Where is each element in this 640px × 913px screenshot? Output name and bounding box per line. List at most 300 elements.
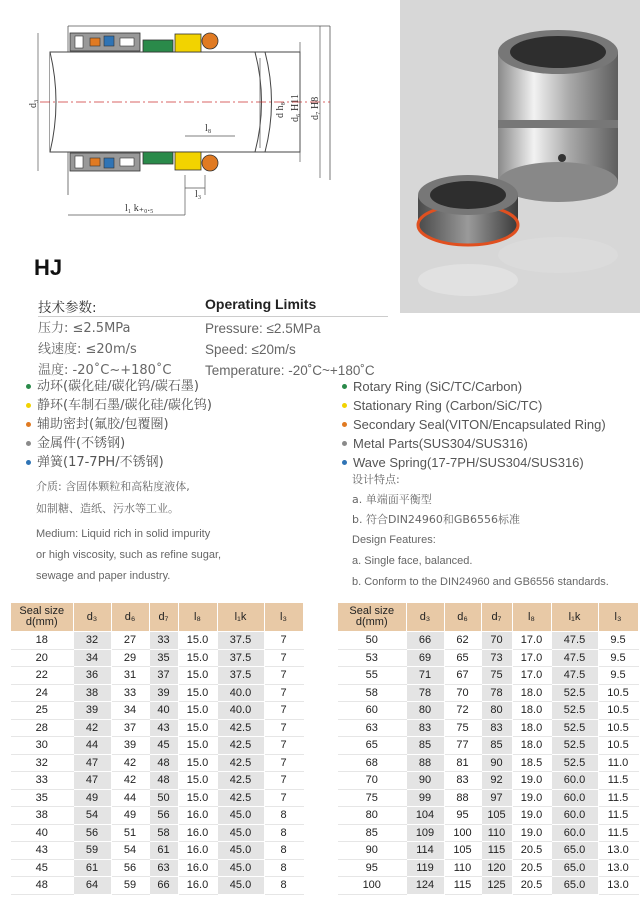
- table-row: [11, 772, 303, 790]
- table-cell: 54: [111, 842, 149, 860]
- table-cell: 120: [481, 859, 512, 877]
- label-dh8: d h₈: [275, 102, 286, 118]
- table-cell: 15.0: [178, 789, 217, 807]
- label-l3: l₃: [195, 189, 202, 200]
- column-header: l₁k: [551, 603, 598, 632]
- spec-pressure-cn: 压力: ≤2.5MPa: [38, 321, 131, 336]
- table-cell: 15.0: [178, 632, 217, 650]
- table-cell: 7: [264, 649, 303, 667]
- label-d6h11: d₆ H11: [290, 94, 301, 122]
- medium-cn: 介质: 含固体颗粒和高粘度液体, 如制糖、造纸、污水等工业。: [36, 480, 190, 515]
- table-row: [338, 842, 638, 860]
- table-row: [338, 649, 638, 667]
- table-row: [11, 684, 303, 702]
- table-cell: 15.0: [178, 772, 217, 790]
- table-cell: 34: [73, 649, 111, 667]
- table-cell: 105: [481, 807, 512, 825]
- table-row: [338, 632, 638, 650]
- spec-speed-en: Speed: ≤20m/s: [205, 342, 296, 357]
- table-row: [11, 632, 303, 650]
- table-row: [338, 667, 638, 685]
- column-header: d₆: [444, 603, 481, 632]
- table-cell: 15.0: [178, 702, 217, 720]
- spec-pressure-en: Pressure: ≤2.5MPa: [205, 321, 321, 336]
- table-cell: 59: [73, 842, 111, 860]
- table-cell: 16.0: [178, 859, 217, 877]
- table-row: [338, 737, 638, 755]
- table-cell: 50: [149, 789, 178, 807]
- table-cell: 75: [481, 667, 512, 685]
- table-cell: 16.0: [178, 807, 217, 825]
- material-item: Metal Parts(SUS304/SUS316): [342, 434, 606, 453]
- table-cell: 88: [406, 754, 444, 772]
- bullet-dot: [342, 403, 347, 408]
- table-cell: 47: [73, 772, 111, 790]
- bullet-dot: [26, 403, 31, 408]
- table-cell: 10.5: [598, 702, 638, 720]
- table-cell: 62: [444, 632, 481, 650]
- table-cell: 42.5: [217, 719, 264, 737]
- table-cell: 7: [264, 772, 303, 790]
- table-cell: 42: [111, 754, 149, 772]
- bullet-dot: [26, 441, 31, 446]
- bullet-dot: [342, 460, 347, 465]
- table-row: [338, 754, 638, 772]
- bullet-dot: [342, 422, 347, 427]
- table-cell: 78: [481, 684, 512, 702]
- table-cell: 42.5: [217, 754, 264, 772]
- table-cell: 16.0: [178, 877, 217, 895]
- seal-size-cell: 35: [11, 789, 73, 807]
- table-cell: 73: [481, 649, 512, 667]
- seal-size-cell: 65: [338, 737, 406, 755]
- table-cell: 95: [444, 807, 481, 825]
- product-photo: [400, 0, 640, 313]
- table-cell: 52.5: [551, 754, 598, 772]
- seal-size-cell: 70: [338, 772, 406, 790]
- specs-divider: [38, 316, 388, 317]
- table-cell: 90: [481, 754, 512, 772]
- table-cell: 37.5: [217, 632, 264, 650]
- table-cell: 83: [406, 719, 444, 737]
- table-cell: 66: [149, 877, 178, 895]
- design-en: Design Features: a. Single face, balanced. b. Conform to the DIN24960 and GB6556 standards.: [352, 534, 609, 588]
- seal-size-cell: 24: [11, 684, 73, 702]
- seal-size-cell: 22: [11, 667, 73, 685]
- label-d3: d₃: [28, 99, 39, 108]
- table-cell: 69: [406, 649, 444, 667]
- table-cell: 13.0: [598, 859, 638, 877]
- material-item: Secondary Seal(VITON/Encapsulated Ring): [342, 415, 606, 434]
- table-cell: 110: [481, 824, 512, 842]
- table-cell: 83: [444, 772, 481, 790]
- material-item: 动环(碳化硅/碳化钨/碳石墨): [26, 377, 212, 396]
- seal-size-cell: 55: [338, 667, 406, 685]
- table-cell: 49: [111, 807, 149, 825]
- table-cell: 52.5: [551, 702, 598, 720]
- column-header: l₈: [178, 603, 217, 632]
- table-cell: 13.0: [598, 842, 638, 860]
- table-row: [11, 807, 303, 825]
- spec-speed-cn: 线速度: ≤20m/s: [38, 342, 137, 357]
- table-cell: 19.0: [512, 824, 551, 842]
- table-cell: 115: [481, 842, 512, 860]
- table-cell: 63: [149, 859, 178, 877]
- table-cell: 52.5: [551, 737, 598, 755]
- table-cell: 27: [111, 632, 149, 650]
- table-cell: 52.5: [551, 719, 598, 737]
- label-l1k: l₁ k₊₀.₅: [125, 203, 154, 214]
- seal-size-cell: 38: [11, 807, 73, 825]
- table-row: [338, 702, 638, 720]
- table-cell: 119: [406, 859, 444, 877]
- table-cell: 31: [111, 667, 149, 685]
- table-cell: 70: [444, 684, 481, 702]
- table-cell: 44: [111, 789, 149, 807]
- table-cell: 11.0: [598, 754, 638, 772]
- table-cell: 8: [264, 824, 303, 842]
- materials-list-en: [342, 377, 606, 472]
- table-cell: 17.0: [512, 667, 551, 685]
- table-cell: 60.0: [551, 807, 598, 825]
- column-header: d₃: [73, 603, 111, 632]
- table-cell: 8: [264, 842, 303, 860]
- table-cell: 64: [73, 877, 111, 895]
- table-cell: 20.5: [512, 877, 551, 895]
- table-cell: 35: [149, 649, 178, 667]
- seal-size-cell: 50: [338, 632, 406, 650]
- bullet-dot: [26, 422, 31, 427]
- seal-size-cell: 28: [11, 719, 73, 737]
- table-cell: 34: [111, 702, 149, 720]
- table-row: [11, 859, 303, 877]
- table-cell: 19.0: [512, 772, 551, 790]
- top-seal-section: [70, 33, 218, 52]
- column-header: d₇: [149, 603, 178, 632]
- table-row: [11, 719, 303, 737]
- table-cell: 100: [444, 824, 481, 842]
- table-cell: 11.5: [598, 772, 638, 790]
- table-cell: 40.0: [217, 684, 264, 702]
- table-cell: 61: [149, 842, 178, 860]
- table-cell: 45.0: [217, 842, 264, 860]
- bottom-seal-section: [70, 152, 218, 171]
- table-row: [11, 667, 303, 685]
- table-cell: 65.0: [551, 877, 598, 895]
- table-cell: 45.0: [217, 877, 264, 895]
- table-cell: 90: [406, 772, 444, 790]
- seal-size-cell: 90: [338, 842, 406, 860]
- table-cell: 32: [73, 632, 111, 650]
- column-header: d₇: [481, 603, 512, 632]
- table-cell: 37: [149, 667, 178, 685]
- table-cell: 56: [73, 824, 111, 842]
- table-cell: 7: [264, 632, 303, 650]
- spec-temperature-en: Temperature: -20˚C~+180˚C: [205, 363, 375, 378]
- seal-size-cell: 43: [11, 842, 73, 860]
- size-table-right: [338, 603, 639, 895]
- material-item: 静环(车制石墨/碳化硅/碳化钨): [26, 396, 212, 415]
- table-cell: 99: [406, 789, 444, 807]
- table-cell: 109: [406, 824, 444, 842]
- table-cell: 45: [149, 737, 178, 755]
- table-row: [338, 859, 638, 877]
- column-header: d₆: [111, 603, 149, 632]
- table-cell: 44: [73, 737, 111, 755]
- table-cell: 7: [264, 737, 303, 755]
- material-item: 辅助密封(氟胶/包覆圈): [26, 415, 212, 434]
- table-cell: 47.5: [551, 649, 598, 667]
- table-cell: 15.0: [178, 754, 217, 772]
- bullet-dot: [26, 460, 31, 465]
- table-cell: 85: [406, 737, 444, 755]
- table-cell: 18.0: [512, 702, 551, 720]
- table-cell: 18.0: [512, 719, 551, 737]
- table-row: [11, 702, 303, 720]
- table-cell: 7: [264, 754, 303, 772]
- seal-size-cell: 32: [11, 754, 73, 772]
- table-cell: 60.0: [551, 789, 598, 807]
- table-row: [11, 649, 303, 667]
- table-cell: 51: [111, 824, 149, 842]
- table-cell: 19.0: [512, 789, 551, 807]
- table-cell: 42.5: [217, 737, 264, 755]
- table-cell: 15.0: [178, 684, 217, 702]
- seal-size-cell: 48: [11, 877, 73, 895]
- table-cell: 80: [406, 702, 444, 720]
- table-row: [338, 789, 638, 807]
- table-cell: 59: [111, 877, 149, 895]
- table-cell: 8: [264, 877, 303, 895]
- seal-size-cell: 68: [338, 754, 406, 772]
- table-cell: 42.5: [217, 772, 264, 790]
- material-item: 弹簧(17-7PH/不锈钢): [26, 453, 212, 472]
- table-cell: 33: [111, 684, 149, 702]
- table-cell: 37: [111, 719, 149, 737]
- table-cell: 9.5: [598, 632, 638, 650]
- table-row: [11, 842, 303, 860]
- seal-size-cell: 45: [11, 859, 73, 877]
- seal-size-cell: 58: [338, 684, 406, 702]
- table-cell: 40: [149, 702, 178, 720]
- column-header: l₃: [598, 603, 638, 632]
- table-cell: 66: [406, 632, 444, 650]
- table-cell: 10.5: [598, 719, 638, 737]
- table-cell: 8: [264, 807, 303, 825]
- table-cell: 43: [149, 719, 178, 737]
- table-cell: 115: [444, 877, 481, 895]
- table-cell: 58: [149, 824, 178, 842]
- seal-size-cell: 80: [338, 807, 406, 825]
- model-title: HJ: [34, 255, 63, 280]
- table-cell: 56: [111, 859, 149, 877]
- material-item: Stationary Ring (Carbon/SiC/TC): [342, 396, 606, 415]
- table-cell: 42: [111, 772, 149, 790]
- table-cell: 97: [481, 789, 512, 807]
- table-cell: 7: [264, 719, 303, 737]
- header-seal-size: Seal size d(mm): [11, 603, 73, 632]
- seal-size-cell: 33: [11, 772, 73, 790]
- table-cell: 72: [444, 702, 481, 720]
- table-cell: 16.0: [178, 842, 217, 860]
- table-cell: 125: [481, 877, 512, 895]
- specs-cn: [38, 318, 172, 381]
- material-item: 金属件(不锈钢): [26, 434, 212, 453]
- seal-size-cell: 95: [338, 859, 406, 877]
- specs-en: [205, 318, 375, 381]
- table-cell: 47.5: [551, 632, 598, 650]
- table-cell: 38: [73, 684, 111, 702]
- table-cell: 49: [73, 789, 111, 807]
- table-cell: 70: [481, 632, 512, 650]
- table-cell: 85: [481, 737, 512, 755]
- table-cell: 45.0: [217, 859, 264, 877]
- seal-size-cell: 63: [338, 719, 406, 737]
- table-cell: 61: [73, 859, 111, 877]
- table-cell: 10.5: [598, 684, 638, 702]
- label-d7h8: d₇ H8: [310, 96, 321, 120]
- table-cell: 8: [264, 859, 303, 877]
- table-cell: 11.5: [598, 789, 638, 807]
- materials-list-cn: [26, 377, 212, 472]
- table-cell: 124: [406, 877, 444, 895]
- bullet-dot: [26, 384, 31, 389]
- table-cell: 15.0: [178, 719, 217, 737]
- seal-size-cell: 100: [338, 877, 406, 895]
- table-cell: 104: [406, 807, 444, 825]
- column-header: l₈: [512, 603, 551, 632]
- table-cell: 67: [444, 667, 481, 685]
- table-row: [338, 719, 638, 737]
- table-cell: 7: [264, 667, 303, 685]
- table-cell: 18.5: [512, 754, 551, 772]
- table-row: [338, 772, 638, 790]
- column-header: l₃: [264, 603, 303, 632]
- header-seal-size: Seal size d(mm): [338, 603, 406, 632]
- table-cell: 65.0: [551, 842, 598, 860]
- table-cell: 48: [149, 772, 178, 790]
- seal-size-cell: 85: [338, 824, 406, 842]
- table-row: [11, 737, 303, 755]
- table-cell: 10.5: [598, 737, 638, 755]
- table-cell: 16.0: [178, 824, 217, 842]
- design-cn: 设计特点: a. 单端面平衡型 b. 符合DIN24960和GB6556标准: [352, 473, 520, 526]
- table-cell: 77: [444, 737, 481, 755]
- table-cell: 114: [406, 842, 444, 860]
- column-header: l₁k: [217, 603, 264, 632]
- table-row: [338, 807, 638, 825]
- seal-size-cell: 18: [11, 632, 73, 650]
- table-cell: 33: [149, 632, 178, 650]
- table-row: [11, 877, 303, 895]
- table-cell: 52.5: [551, 684, 598, 702]
- table-cell: 37.5: [217, 649, 264, 667]
- table-cell: 39: [73, 702, 111, 720]
- table-cell: 15.0: [178, 667, 217, 685]
- seal-size-cell: 30: [11, 737, 73, 755]
- table-cell: 15.0: [178, 649, 217, 667]
- table-cell: 40.0: [217, 702, 264, 720]
- table-row: [11, 789, 303, 807]
- table-cell: 48: [149, 754, 178, 772]
- table-cell: 19.0: [512, 807, 551, 825]
- table-cell: 39: [149, 684, 178, 702]
- table-cell: 47: [73, 754, 111, 772]
- table-cell: 110: [444, 859, 481, 877]
- table-cell: 83: [481, 719, 512, 737]
- seal-size-cell: 53: [338, 649, 406, 667]
- table-cell: 7: [264, 789, 303, 807]
- mechanical-seal-image: [400, 0, 640, 313]
- table-cell: 11.5: [598, 824, 638, 842]
- column-header: d₃: [406, 603, 444, 632]
- bullet-dot: [342, 441, 347, 446]
- table-cell: 60.0: [551, 772, 598, 790]
- table-cell: 65.0: [551, 859, 598, 877]
- table-cell: 15.0: [178, 737, 217, 755]
- seal-size-cell: 40: [11, 824, 73, 842]
- table-cell: 47.5: [551, 667, 598, 685]
- table-cell: 7: [264, 684, 303, 702]
- table-cell: 88: [444, 789, 481, 807]
- table-cell: 18.0: [512, 684, 551, 702]
- table-cell: 39: [111, 737, 149, 755]
- table-cell: 17.0: [512, 632, 551, 650]
- table-cell: 92: [481, 772, 512, 790]
- table-cell: 60.0: [551, 824, 598, 842]
- table-cell: 65: [444, 649, 481, 667]
- table-cell: 29: [111, 649, 149, 667]
- specs-heading-cn: 技术参数:: [38, 300, 97, 316]
- table-cell: 9.5: [598, 649, 638, 667]
- table-cell: 42.5: [217, 789, 264, 807]
- table-cell: 54: [73, 807, 111, 825]
- table-cell: 75: [444, 719, 481, 737]
- table-cell: 9.5: [598, 667, 638, 685]
- table-cell: 20.5: [512, 859, 551, 877]
- table-row: [338, 684, 638, 702]
- material-item: Wave Spring(17-7PH/SUS304/SUS316): [342, 453, 606, 472]
- table-cell: 7: [264, 702, 303, 720]
- table-cell: 45.0: [217, 807, 264, 825]
- table-cell: 20.5: [512, 842, 551, 860]
- table-cell: 81: [444, 754, 481, 772]
- table-cell: 13.0: [598, 877, 638, 895]
- table-cell: 45.0: [217, 824, 264, 842]
- table-cell: 78: [406, 684, 444, 702]
- seal-size-cell: 75: [338, 789, 406, 807]
- table-cell: 42: [73, 719, 111, 737]
- material-item: Rotary Ring (SiC/TC/Carbon): [342, 377, 606, 396]
- table-row: [11, 824, 303, 842]
- medium-en: Medium: Liquid rich in solid impurity or high viscosity, such as refine sugar, sewage and paper industry.: [36, 528, 222, 582]
- seal-size-cell: 60: [338, 702, 406, 720]
- table-cell: 105: [444, 842, 481, 860]
- label-l8: l₈: [205, 123, 212, 134]
- size-table-left: [11, 603, 304, 895]
- table-row: [338, 877, 638, 895]
- table-row: [338, 824, 638, 842]
- table-cell: 17.0: [512, 649, 551, 667]
- table-cell: 56: [149, 807, 178, 825]
- table-cell: 11.5: [598, 807, 638, 825]
- bullet-dot: [342, 384, 347, 389]
- table-row: [11, 754, 303, 772]
- table-cell: 37.5: [217, 667, 264, 685]
- table-cell: 80: [481, 702, 512, 720]
- specs-heading-en: Operating Limits: [205, 296, 317, 312]
- table-cell: 36: [73, 667, 111, 685]
